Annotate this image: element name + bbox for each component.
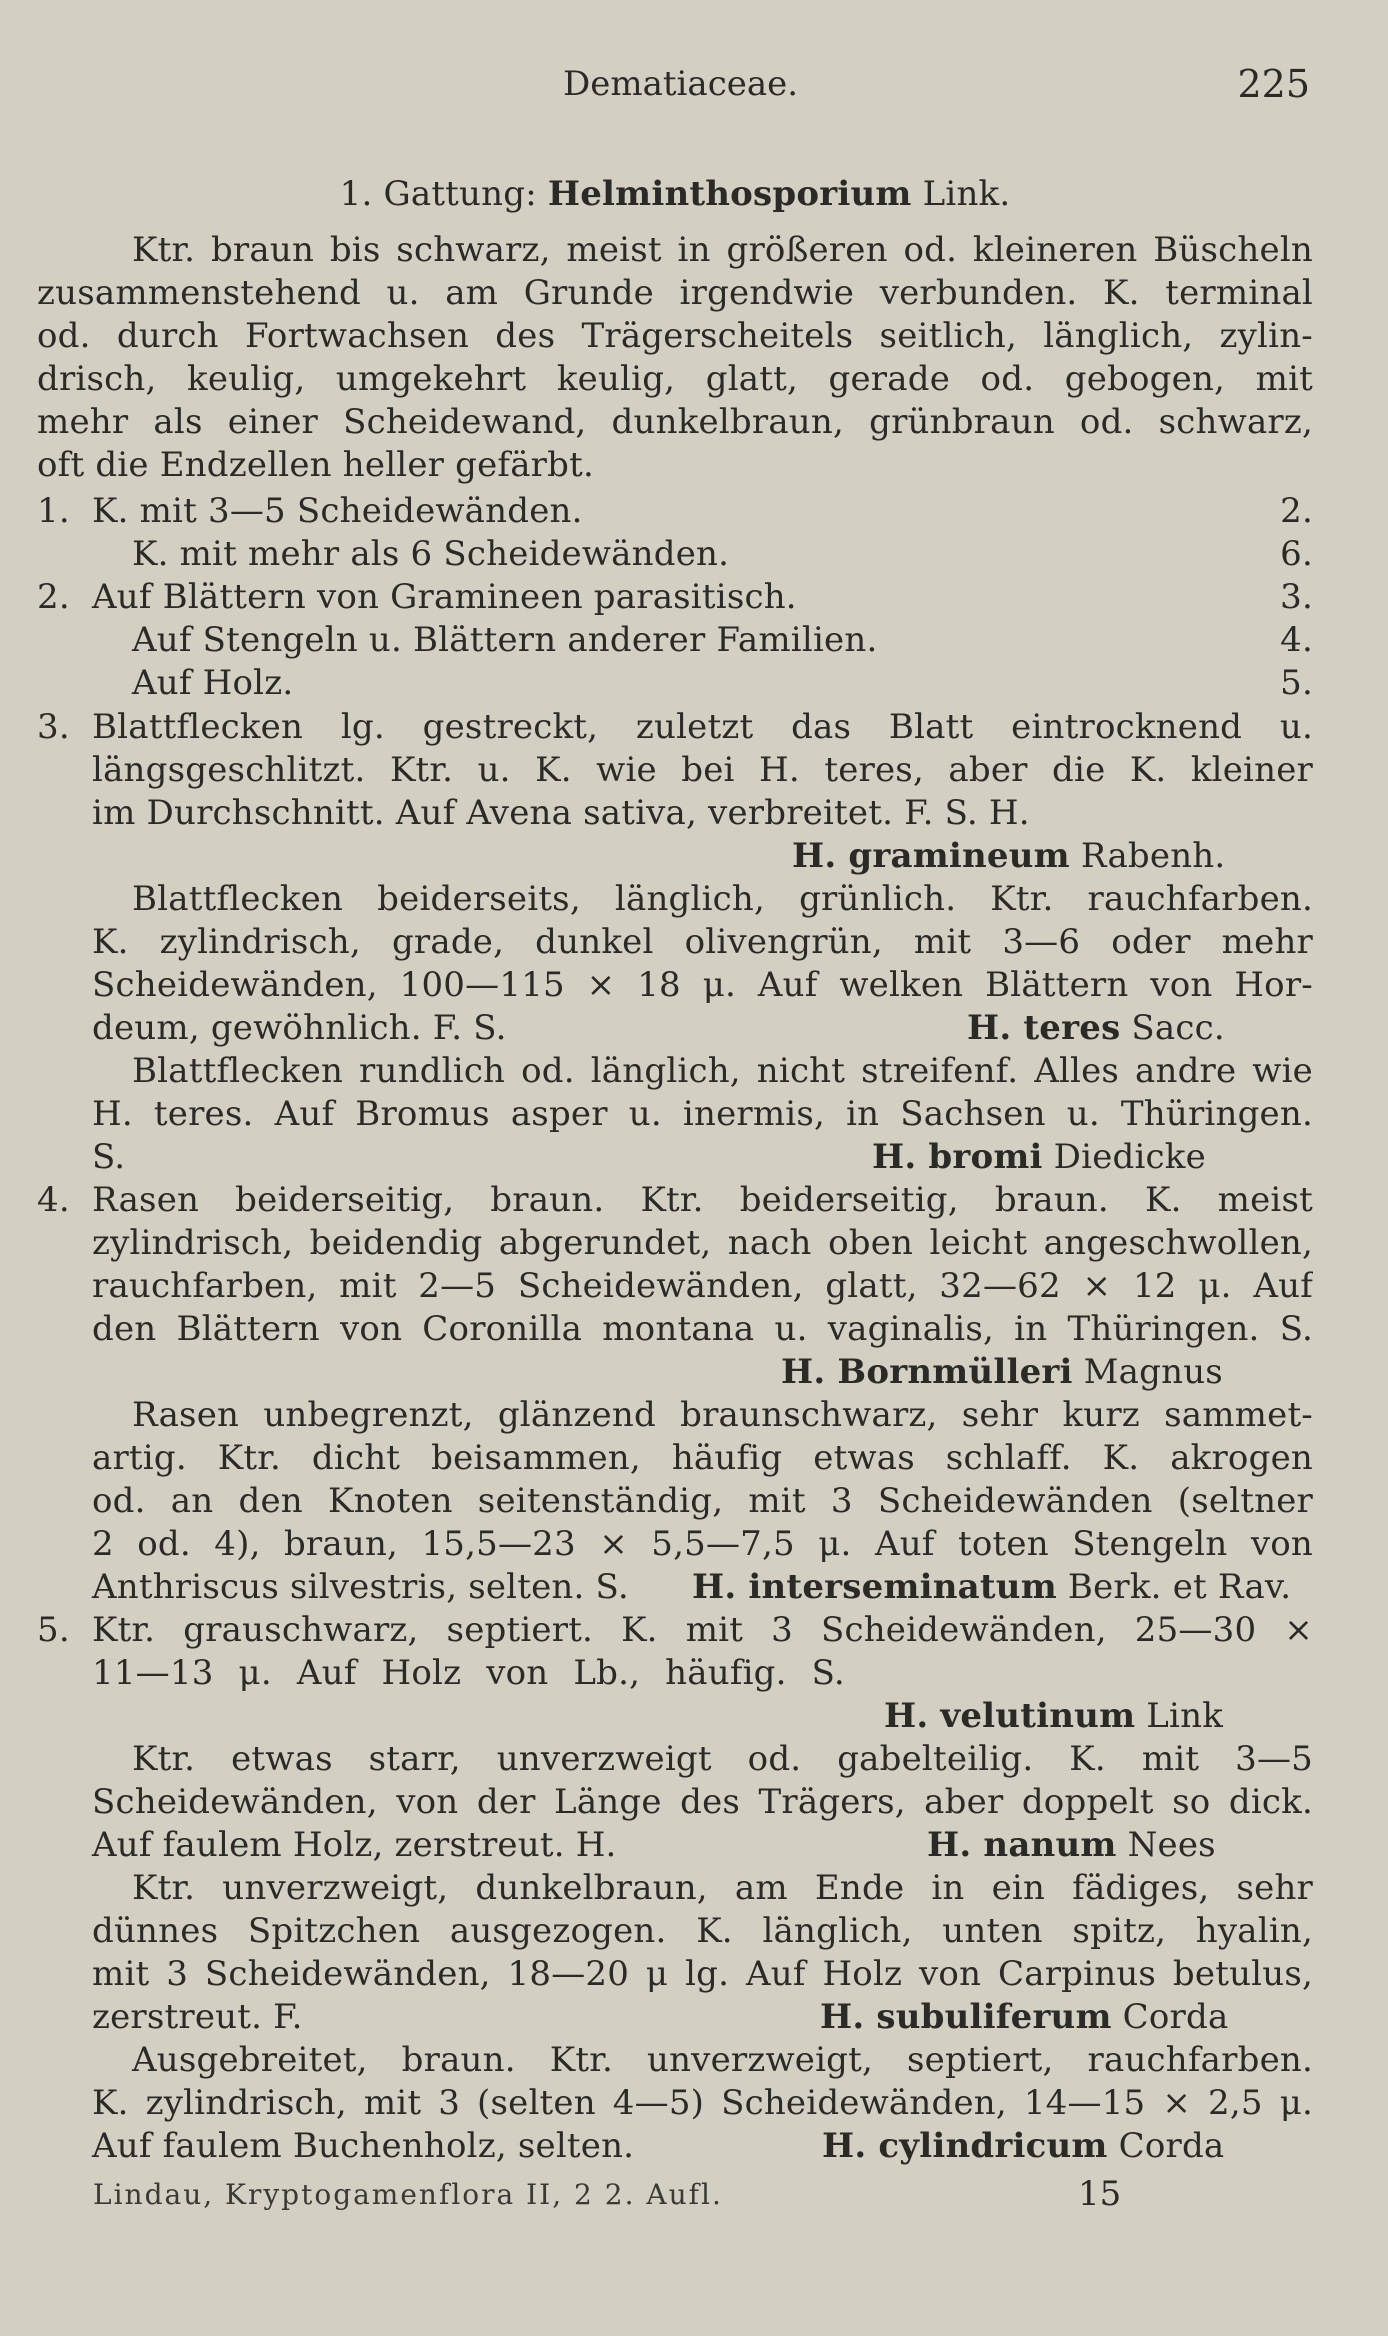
key-ref: 6. (1280, 534, 1313, 574)
species-author: Corda (1107, 2126, 1225, 2166)
intro-line: oft die Endzellen heller gefärbt. (37, 445, 594, 485)
genus-heading (37, 173, 1313, 216)
species-name-line (692, 1566, 1291, 1609)
body-line (37, 1609, 1313, 1652)
page-number: 225 (1237, 62, 1310, 106)
key-number: 5. (37, 1610, 70, 1650)
species-author: Rabenh. (1069, 836, 1226, 876)
footer-signature: Lindau, Kryptogamenflora II, 2 2. Aufl. (93, 2178, 723, 2211)
body-text: zerstreut. F. (92, 1997, 303, 2037)
species-author: Link (1135, 1696, 1224, 1736)
key-number: 4. (37, 1180, 70, 1220)
body-line: Scheidewänden, von der Länge des Trägers, aber doppelt so dick. (92, 1782, 1313, 1822)
species-name: H. subuliferum (820, 1997, 1112, 2037)
body-line: dünnes Spitzchen ausgezogen. K. länglich, unten spitz, hyalin, (92, 1911, 1313, 1951)
species-name-line (872, 1136, 1206, 1179)
body-line (37, 1824, 1313, 1867)
body-line: rauchfarben, mit 2—5 Scheidewänden, glatt, 32—62 × 12 μ. Auf (92, 1266, 1313, 1306)
body-line: K. zylindrisch, mit 3 (selten 4—5) Scheidewänden, 14—15 × 2,5 μ. (92, 2083, 1313, 2123)
key-number: 1. (37, 491, 70, 531)
body-line: zylindrisch, beidendig abgerundet, nach oben leicht angeschwollen, (92, 1223, 1313, 1263)
key-text: K. mit 3—5 Scheidewänden. (92, 491, 583, 531)
intro-line: od. durch Fortwachsen des Trägerscheitels seitlich, länglich, zylin- (37, 316, 1313, 356)
body-text: S. (92, 1137, 126, 1177)
body-line: K. zylindrisch, grade, dunkel olivengrün, mit 3—6 oder mehr (92, 922, 1313, 962)
key-entry (37, 662, 1313, 705)
species-author: Diedicke (1042, 1137, 1206, 1177)
body-line: artig. Ktr. dicht beisammen, häufig etwas schlaff. K. akrogen (92, 1438, 1313, 1478)
species-name-line (37, 835, 1313, 878)
key-entry (37, 533, 1313, 576)
body-line: Scheidewänden, 100—115 × 18 μ. Auf welken Blättern von Hor- (92, 965, 1313, 1005)
genus-name: Helminthosporium (547, 174, 912, 214)
footer-sheet-number: 15 (1078, 2174, 1122, 2214)
species-name-line (967, 1007, 1225, 1050)
body-text: Auf faulem Holz, zerstreut. H. (92, 1825, 617, 1865)
body-line: Ausgebreitet, braun. Ktr. unverzweigt, septiert, rauchfarben. (132, 2040, 1313, 2080)
body-line: Ktr. etwas starr, unverzweigt od. gabelteilig. K. mit 3—5 (132, 1739, 1313, 1779)
body-line: mit 3 Scheidewänden, 18—20 μ lg. Auf Holz von Carpinus betulus, (92, 1954, 1313, 1994)
body-line: Rasen unbegrenzt, glänzend braunschwarz, sehr kurz sammet- (132, 1395, 1313, 1435)
body-line: Blattflecken beiderseits, länglich, grünlich. Ktr. rauchfarben. (132, 879, 1313, 919)
species-name-line (927, 1824, 1216, 1867)
species-name: H. gramineum (792, 836, 1070, 876)
key-entry (37, 490, 1313, 533)
body-line: 11—13 μ. Auf Holz von Lb., häufig. S. (92, 1653, 845, 1693)
body-line: längsgeschlitzt. Ktr. u. K. wie bei H. teres, aber die K. kleiner (92, 750, 1313, 790)
intro-line: Ktr. braun bis schwarz, meist in größeren od. kleineren Büscheln (132, 230, 1313, 270)
body-line (37, 1996, 1313, 2039)
key-ref: 5. (1280, 663, 1313, 703)
key-number: 2. (37, 577, 70, 617)
species-name: H. teres (967, 1008, 1121, 1048)
key-entry (37, 576, 1313, 619)
species-author: Nees (1116, 1825, 1216, 1865)
key-entry (37, 619, 1313, 662)
body-text: Blattflecken lg. gestreckt, zuletzt das Blatt eintrocknend u. (92, 707, 1313, 747)
body-line: im Durchschnitt. Auf Avena sativa, verbreitet. F. S. H. (92, 793, 1030, 833)
running-header-title: Dematiaceae. (563, 64, 799, 104)
species-name-line (822, 2125, 1224, 2168)
body-line (37, 2125, 1313, 2168)
intro-line: drisch, keulig, umgekehrt keulig, glatt, gerade od. gebogen, mit (37, 359, 1313, 399)
key-ref: 2. (1280, 491, 1313, 531)
body-line: od. an den Knoten seitenständig, mit 3 Scheidewänden (seltner (92, 1481, 1313, 1521)
species-name: H. interseminatum (692, 1567, 1057, 1607)
species-author: Sacc. (1120, 1008, 1225, 1048)
species-name: H. Bornmülleri (781, 1352, 1073, 1392)
body-line: den Blättern von Coronilla montana u. vaginalis, in Thüringen. S. (92, 1309, 1313, 1349)
genus-heading-prefix: 1. Gattung: (339, 174, 548, 214)
species-name: H. bromi (872, 1137, 1043, 1177)
body-line (37, 1566, 1313, 1609)
intro-line: mehr als einer Scheidewand, dunkelbraun, grünbraun od. schwarz, (37, 402, 1313, 442)
body-line: 2 od. 4), braun, 15,5—23 × 5,5—7,5 μ. Auf toten Stengeln von (92, 1524, 1313, 1564)
body-text: deum, gewöhnlich. F. S. (92, 1008, 507, 1048)
species-name: H. nanum (927, 1825, 1117, 1865)
key-text: K. mit mehr als 6 Scheidewänden. (132, 534, 730, 574)
species-author: Berk. et Rav. (1056, 1567, 1292, 1607)
body-line (37, 1136, 1313, 1179)
species-name: H. velutinum (884, 1696, 1136, 1736)
body-line: Blattflecken rundlich od. länglich, nicht streifenf. Alles andre wie (132, 1051, 1313, 1091)
body-text: Auf faulem Buchenholz, selten. (92, 2126, 635, 2166)
body-line (37, 1007, 1313, 1050)
body-text: Ktr. grauschwarz, septiert. K. mit 3 Scheidewänden, 25—30 × (92, 1610, 1313, 1650)
body-line: H. teres. Auf Bromus asper u. inermis, in Sachsen u. Thüringen. (92, 1094, 1313, 1134)
key-text: Auf Blättern von Gramineen parasitisch. (92, 577, 797, 617)
species-name: H. cylindricum (822, 2126, 1108, 2166)
body-text: Anthriscus silvestris, selten. S. (92, 1567, 629, 1607)
species-author: Magnus (1072, 1352, 1223, 1392)
key-text: Auf Stengeln u. Blättern anderer Familien. (132, 620, 878, 660)
body-line: Ktr. unverzweigt, dunkelbraun, am Ende in ein fädiges, sehr (132, 1868, 1313, 1908)
intro-line: zusammenstehend u. am Grunde irgendwie verbunden. K. terminal (37, 273, 1313, 313)
key-number: 3. (37, 707, 70, 747)
key-ref: 4. (1280, 620, 1313, 660)
key-ref: 3. (1280, 577, 1313, 617)
species-author: Corda (1111, 1997, 1229, 2037)
body-line (37, 1179, 1313, 1222)
genus-author: Link. (911, 174, 1011, 214)
key-text: Auf Holz. (132, 663, 294, 703)
species-name-line (820, 1996, 1228, 2039)
species-name-line (37, 1351, 1313, 1394)
body-line (37, 706, 1313, 749)
species-name-line (37, 1695, 1313, 1738)
body-text: Rasen beiderseitig, braun. Ktr. beiderseitig, braun. K. meist (92, 1180, 1313, 1220)
